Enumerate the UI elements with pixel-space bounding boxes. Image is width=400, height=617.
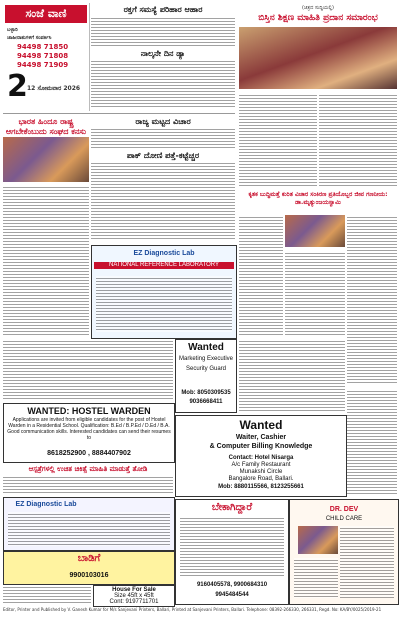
- house-sale-size: Size 45ft x 45ft: [114, 593, 154, 599]
- section-tag: (ಚಿತ್ರದ ಸುದ್ದಿಯಲ್ಲಿ): [301, 5, 334, 11]
- mid-article-2-text: [91, 127, 235, 149]
- left-headline: ಭಾರತ ಹಿಂದೂ ರಾಷ್ಟ್ರ ಆಗಬೇಕೆಂಬುದು ಸಂಘದ ಕನಸು: [5, 117, 87, 136]
- rent-ad-phone: 9900103016: [69, 572, 109, 579]
- right-article-2-text-c: [285, 251, 345, 335]
- masthead-logo: ಸಂಜೆ ವಾಣಿ: [5, 5, 87, 23]
- front-right-headline: ಬಿಸ್ತಿನ ಶಿಕ್ಷಣ ಮಾಹಿತಿ ಪ್ರದಾನ ಸಮಾರಂಭ: [258, 13, 378, 23]
- left-article-text: [3, 185, 89, 335]
- wanted-1-phone-2: 9036668411: [189, 399, 223, 405]
- hostel-warden-title: WANTED: HOSTEL WARDEN: [27, 406, 151, 416]
- mid-headline-2: ರಾಜ್ಯ ಮಟ್ಟದ ವಿಚಾರ: [135, 117, 191, 126]
- lab-ad-2-brand: EZ Diagnostic Lab: [15, 501, 77, 508]
- doctor-ad: [289, 499, 399, 605]
- seminar-photo: [285, 215, 345, 247]
- wanted-1-line2: Security Guard: [185, 366, 227, 372]
- right-article-2-text-b: [347, 215, 397, 385]
- wanted-ad-1: [175, 339, 237, 413]
- left-photo: [3, 137, 89, 182]
- wanted-2-line2: & Computer Billing Knowledge: [209, 443, 313, 450]
- lab-ad: [91, 245, 237, 339]
- wanted-2-mob: Mob: 8880115566, 8123255661: [218, 484, 304, 490]
- doctor-name: DR. DEV: [329, 506, 359, 513]
- house-sale-phone: Cont: 9197711701: [109, 599, 159, 605]
- right-article-text-a: [239, 93, 317, 187]
- hostel-warden-phones: 8618252900 , 8884407902: [47, 450, 131, 457]
- wanted-1-line1: Marketing Executive: [178, 356, 234, 362]
- issue-number: 2: [7, 69, 28, 104]
- center-right-text: [239, 339, 345, 411]
- house-sale-ad: [93, 585, 175, 607]
- lab-ad-tag: NATIONAL REFERENCE LABORATORY: [94, 262, 234, 269]
- masthead-contact-label: ಜಾಹೀರಾತುಗಳಿಗೆ ಸಂಪರ್ಕಿಸಿ: [7, 35, 52, 41]
- top-article-text: [91, 16, 235, 46]
- lab-ad-2-details: [8, 512, 170, 546]
- wanted-2-line1: Waiter, Cashier: [235, 434, 287, 441]
- wanted-2-place: Munakshi Circle: [239, 469, 283, 475]
- mid-headline-3: ಪಾಕ್ ದೋಣಿ ಪತ್ತೆ-ಕಟ್ಟೆಚ್ಚರ: [126, 151, 200, 160]
- hostel-warden-body: Applications are invited from eligible candidates for the post of Hostel Warden in a Residential School. Qualification: B.Ed / B.P.Ed / D.Ed / B.A. Good communication skills. Interested candidates can send their resumes to: [7, 417, 171, 441]
- divider: [3, 113, 235, 114]
- masthead-phone-2: 94498 71808: [17, 52, 69, 60]
- wanted-ad-2: [175, 415, 347, 497]
- right-headline-2: ಕೃತಕ ಬುದ್ಧಿಮತ್ತೆ ಕುರಿತ ವಿಚಾರ ಸಂಕಿರಣ ಪ್ರತಿಯೊಬ್ಬರ ಜೀವ ಗಣನೀಯ: ಡಾ.ಮೃತ್ಯುಂಜಯಸ್ವಾಮಿ: [248, 191, 388, 206]
- tuition-ad-details: [180, 516, 284, 578]
- newspaper-page: [3, 3, 397, 611]
- bottom-left-headline: ಆಸ್ಪತ್ರೆಗಳಲ್ಲಿ ಉಚಿತ ಚಿಕಿತ್ಸೆ ಮಾಹಿತಿ ಮಾಡುತ್ತೆ ತೋಡಿ: [28, 465, 148, 473]
- wanted-2-contact: Contact: Hotel Nisarga: [228, 455, 294, 461]
- mid-headline-1: ನಾಲ್ಕನೇ ದಿನ ಡ್ಯಾ: [140, 49, 186, 58]
- tuition-ad-phone-2: 9945484544: [215, 592, 249, 598]
- lower-left-text: [3, 339, 173, 399]
- wanted-2-title: Wanted: [239, 418, 283, 432]
- lab-ad-2: [3, 497, 175, 551]
- hostel-warden-ad: [3, 403, 175, 463]
- wanted-1-phone: Mob: 8050309535: [181, 390, 231, 396]
- rent-ad-title: ಬಾಡಿಗೆ: [77, 553, 101, 564]
- small-classified: [3, 585, 91, 605]
- masthead-phone-3: 94498 71909: [17, 61, 69, 69]
- mid-article-3-text: [91, 161, 235, 241]
- mid-article-1-text: [91, 59, 235, 109]
- doctor-ad-details-2: [294, 558, 338, 598]
- tuition-ad-title: ಬೇಕಾಗಿದ್ದಾರೆ: [211, 502, 253, 513]
- masthead-city: ಬಳ್ಳಾರಿ: [7, 27, 18, 33]
- wanted-2-road: Bangalore Road, Ballari.: [228, 476, 294, 482]
- bottom-left-text: [3, 475, 173, 493]
- masthead: [3, 3, 90, 111]
- rent-ad: [3, 551, 175, 585]
- wanted-1-title: Wanted: [188, 342, 224, 353]
- wanted-2-sub: A/c Family Restaurant: [231, 462, 291, 468]
- doctor-photo: [298, 526, 338, 554]
- right-article-text-b: [319, 93, 397, 187]
- house-sale-title: House For Sale: [112, 587, 156, 593]
- tuition-ad-phone: 9160405578, 9900684310: [196, 582, 268, 588]
- footer-imprint: Editor, Printer and Published by V. Ganesh Kumar for M/s Sanjevani Printers, Ballari, Printed at Sanjevani Printers, Ballari. Telephone: 08392-266330, 266331, Regd. No: KA/BY/0025/2019-21: [3, 607, 382, 612]
- lab-ad-brand: EZ Diagnostic Lab: [133, 250, 195, 257]
- tuition-ad: [175, 499, 289, 605]
- right-article-2-text-a: [239, 215, 283, 335]
- right-lower-text: [347, 389, 397, 495]
- issue-date: 12 ಸೋಮವಾರ 2026: [27, 85, 81, 92]
- doctor-sub: CHILD CARE: [325, 516, 363, 522]
- lab-ad-details: [96, 276, 232, 332]
- masthead-phone-1: 94498 71850: [17, 43, 69, 51]
- top-headline: ರಕ್ತಗೆ ಸಮಸ್ಯೆ ಪರಿಹಾರ ಆಹಾರ: [123, 5, 203, 14]
- doctor-ad-details: [340, 526, 394, 598]
- event-photo: [239, 27, 397, 89]
